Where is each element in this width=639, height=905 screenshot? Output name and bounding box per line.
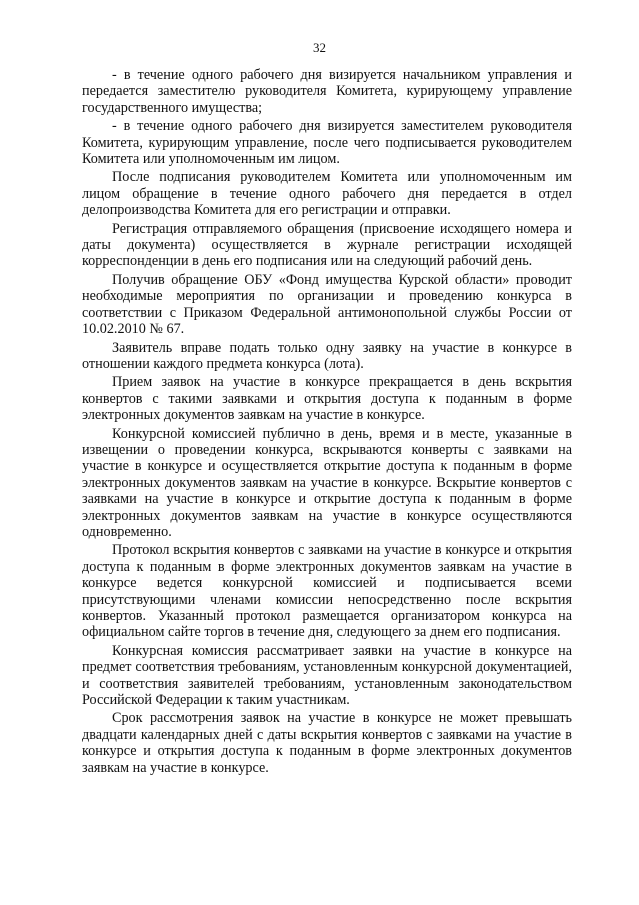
paragraph-rassmotrenie-zayavok: Конкурсная комиссия рассматривает заявки на участие в конкурсе на предмет соответствия требованиям, установленным конкурсной документацией, и соответствия заявителей требованиям, установленным законодательством Российской Федерации к таким участникам. [82,642,572,709]
paragraph-vizirovanie-zamestitel: - в течение одного рабочего дня визируется заместителем руководителя Комитета, курирующим управление, после чего подписывается руководителем Комитета или уполномоченным им лицом. [82,118,572,168]
paragraph-vizirovanie-nachalnik: - в течение одного рабочего дня визируется начальником управления и передается заместителю руководителя Комитета, курирующему управление государственного имущества; [82,67,572,116]
paragraph-fond-imushchestva: Получив обращение ОБУ «Фонд имущества Курской области» проводит необходимые мероприятия по организации и проведению конкурса в соответствии с Приказом Федеральной антимонопольной службы России от 10.02.2010 № 67. [82,271,572,338]
paragraph-peredacha-v-otdel: После подписания руководителем Комитета или уполномоченным им лицом обращение в течение одного рабочего дня передается в отдел делопроизводства Комитета для его регистрации и отправки. [82,169,572,219]
paragraph-registratsiya: Регистрация отправляемого обращения (присвоение исходящего номера и даты документа) осуществляется в журнале регистрации исходящей корреспонденции в день его подписания или на следующий рабочий день. [82,220,572,270]
paragraph-priem-zayavok: Прием заявок на участие в конкурсе прекращается в день вскрытия конвертов с такими заявками и открытия доступа к поданным в форме электронных документов заявкам на участие в конкурсе. [82,374,572,424]
page-number: 32 [313,40,326,55]
document-body [82,67,572,776]
paragraph-odna-zayavka: Заявитель вправе подать только одну заявку на участие в конкурсе в отношении каждого предмета конкурса (лота). [82,339,572,372]
paragraph-vskrytie-konvertov: Конкурсной комиссией публично в день, время и в месте, указанные в извещении о проведении конкурса, вскрываются конверты с заявками на участие в конкурсе и осуществляется открытие доступа к поданным в форме электронных документов заявкам на участие в конкурсе. Вскрытие конвертов с заявками на участие в конкурсе и открытие доступа к поданным в форме электронных документов заявкам на участие в конкурсе осуществляются одновременно. [82,425,572,540]
paragraph-srok-rassmotreniya: Срок рассмотрения заявок на участие в конкурсе не может превышать двадцати календарных дней с даты вскрытия конвертов с заявками на участие в конкурсе и открытия доступа к поданным в форме электронных документов заявкам на участие в конкурсе. [82,710,572,776]
paragraph-protokol: Протокол вскрытия конвертов с заявками на участие в конкурсе и открытия доступа к поданным в форме электронных документов заявкам на участие в конкурсе ведется конкурсной комиссией и подписывается всеми присутствующими членами комиссии непосредственно после вскрытия конвертов. Указанный протокол размещается организатором конкурса на официальном сайте торгов в течение дня, следующего за днем его подписания. [82,542,572,641]
